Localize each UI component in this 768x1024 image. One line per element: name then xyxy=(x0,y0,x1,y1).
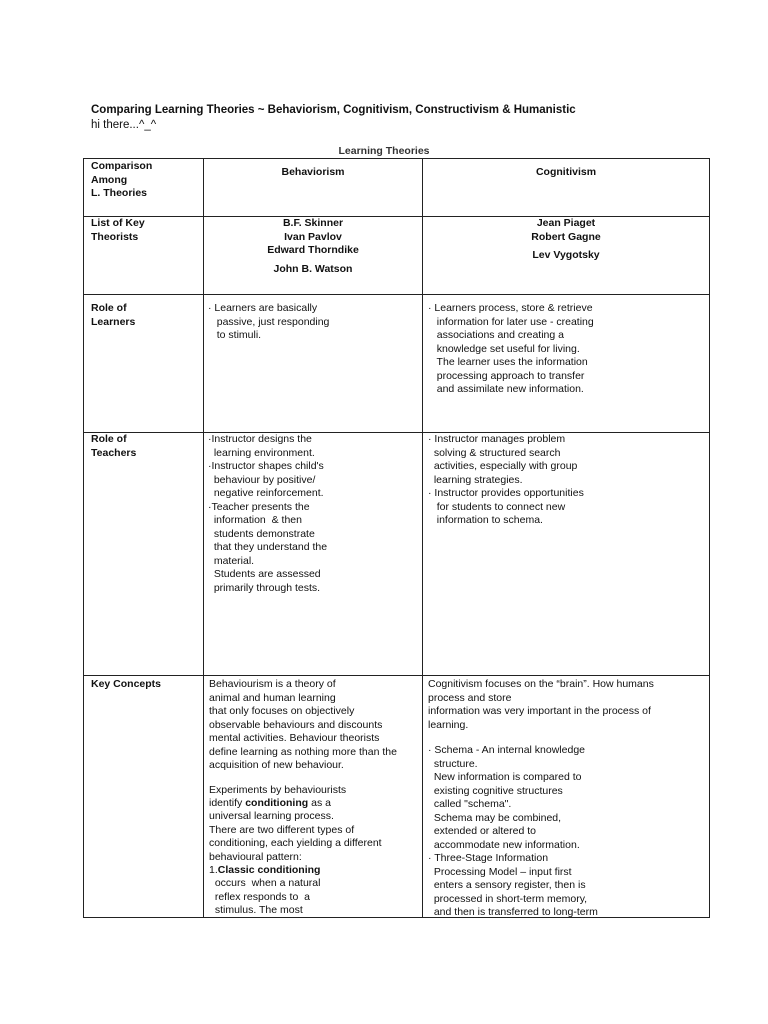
classic-conditioning-term: Classic conditioning xyxy=(217,864,321,876)
behaviorism-role-of-teachers: ·Instructor designs the learning environment. ·Instructor shapes child's behaviour by positive/ negative reinforcement. ·Teacher presents the information & then students demonstrate that they understand the material. Students are assessed primarily through tests. xyxy=(208,433,328,594)
comparison-table xyxy=(83,158,710,918)
header-cognitivism: Cognitivism xyxy=(535,166,597,178)
header-behaviorism: Behaviorism xyxy=(281,166,345,178)
table-caption: Learning Theories xyxy=(338,145,430,157)
behaviorism-key-concepts-classic-conditioning xyxy=(209,864,320,878)
document-subtitle: hi there...^_^ xyxy=(91,119,157,131)
behaviorism-key-concepts-paragraph-2-rest: universal learning process. There are two different types of conditioning, each yielding a different behavioural pattern: xyxy=(209,810,382,863)
row-label-role-of-learners: Role of Learners xyxy=(91,302,136,328)
identify-text: identify xyxy=(209,797,246,809)
behaviorism-key-concepts-paragraph-2-line-2 xyxy=(209,797,331,811)
row-label-role-of-teachers: Role of Teachers xyxy=(91,433,137,459)
as-a-text: as a xyxy=(308,797,331,809)
row-divider-2 xyxy=(84,294,709,295)
cognitivism-key-concepts-paragraph-2: · Schema - An internal knowledge structure. New information is compared to existing cognitive structures called "schema". Schema may be combined, extended or altered to accommodate new information. · Three-Stage Information Processing Model – input first enters a sensory register, then is processed in short-term memory, and then is transferred to long-term xyxy=(428,744,598,918)
behaviorism-key-concepts-paragraph-1: Behaviourism is a theory of animal and human learning that only focuses on objectively observable behaviours and discounts mental activities. Behaviour theorists define learning as nothing more than the acquisition of new behaviour. xyxy=(209,678,397,771)
document-title: Comparing Learning Theories ~ Behaviorism, Cognitivism, Constructivism & Humanistic xyxy=(91,104,576,116)
row-divider-3 xyxy=(84,432,709,433)
behaviorism-key-concepts-classic-conditioning-description: occurs when a natural reflex responds to a stimulus. The most xyxy=(214,877,321,916)
behaviorism-role-of-learners: · Learners are basically passive, just responding to stimuli. xyxy=(208,302,330,341)
cognitivism-role-of-teachers: · Instructor manages problem solving & structured search activities, especially with group learning strategies. · Instructor provides opportunities for students to connect new information to schema. xyxy=(428,433,584,526)
cognitivism-role-of-learners: · Learners process, store & retrieve information for later use - creating associations and creating a knowledge set useful for living. The learner uses the information processing approach to transfer and assimilate new information. xyxy=(428,302,594,395)
cognitivism-theorist-vygotsky: Lev Vygotsky xyxy=(532,249,600,261)
column-divider-2 xyxy=(422,159,423,917)
header-comparison-among: Comparison Among L. Theories xyxy=(91,160,153,199)
behaviorism-theorists: B.F. Skinner Ivan Pavlov Edward Thorndike xyxy=(267,217,359,256)
row-label-key-concepts: Key Concepts xyxy=(91,678,162,690)
cognitivism-theorists: Jean Piaget Robert Gagne xyxy=(531,217,601,243)
row-label-key-theorists: List of Key Theorists xyxy=(91,217,145,243)
cognitivism-key-concepts-paragraph-1: Cognitivism focuses on the “brain”. How humans process and store information was very important in the process of learning. xyxy=(428,678,654,731)
list-number: 1. xyxy=(209,864,218,876)
conditioning-term: conditioning xyxy=(245,797,309,809)
behaviorism-key-concepts-paragraph-2-line-1: Experiments by behaviourists xyxy=(209,784,347,796)
behaviorism-theorist-watson: John B. Watson xyxy=(273,263,353,275)
row-divider-4 xyxy=(84,675,709,676)
